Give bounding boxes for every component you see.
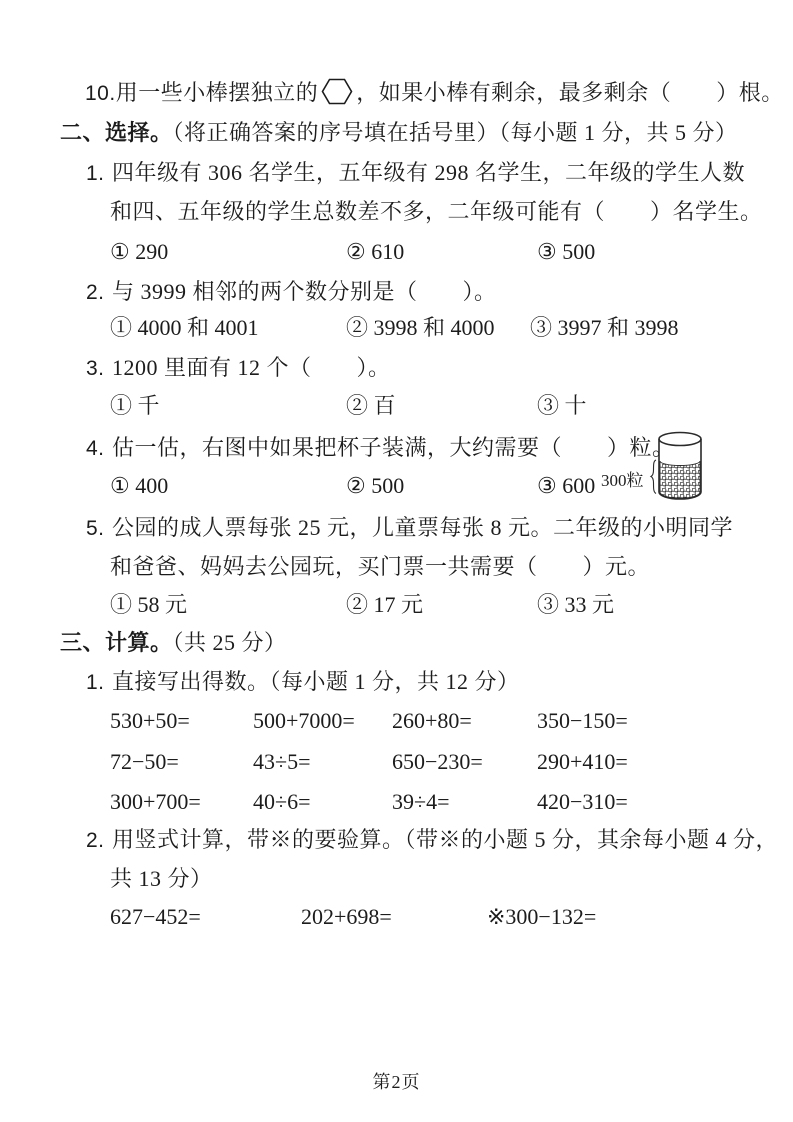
choice-q1-number: 1. — [86, 162, 105, 185]
question-10-text-before: 用一些小棒摆独立的 — [115, 80, 319, 105]
equation: 260+80= — [392, 708, 472, 733]
section-calc-title: 三、计算。 — [60, 630, 173, 655]
equation: 500+7000= — [253, 708, 355, 733]
choice-q1-text: 四年级有 306 名学生，五年级有 298 名学生，二年级的学生人数 — [112, 160, 746, 185]
section-choice-header — [60, 118, 738, 148]
cup-quantity-label: 300粒 — [601, 471, 644, 490]
hexagon-icon — [321, 78, 353, 105]
calc-q2-problems — [0, 902, 793, 932]
calc-row — [0, 787, 793, 817]
calc-row — [0, 747, 793, 777]
equation: 627−452= — [110, 904, 201, 929]
equation: 43÷5= — [253, 749, 311, 774]
option: ③ 500 — [537, 239, 596, 264]
option: ① 400 — [110, 473, 169, 498]
option: ① 290 — [110, 239, 169, 264]
calc-q2-text: 用竖式计算，带※的要验算。（带※的小题 5 分，其余每小题 4 分， — [112, 827, 779, 852]
choice-q5-text: 公园的成人票每张 25 元，儿童票每张 8 元。二年级的小明同学 — [112, 515, 734, 540]
choice-q2-line1 — [86, 277, 497, 308]
option: ② 17 元 — [346, 592, 424, 617]
page-footer: 第2页 — [372, 1072, 421, 1092]
option: ① 4000 和 4001 — [110, 315, 259, 340]
equation: 350−150= — [537, 708, 628, 733]
option: ② 3998 和 4000 — [346, 315, 495, 340]
choice-q1-options — [0, 237, 793, 267]
question-10 — [85, 78, 784, 109]
equation: 650−230= — [392, 749, 483, 774]
equation: 39÷4= — [392, 789, 450, 814]
cup-illustration — [644, 428, 706, 506]
option: ③ 600 — [537, 473, 596, 498]
option: ① 千 — [110, 393, 160, 418]
choice-q4-number: 4. — [86, 437, 105, 460]
option: ② 百 — [346, 393, 396, 418]
equation: 72−50= — [110, 749, 179, 774]
choice-q3-options — [0, 391, 793, 421]
choice-q2-number: 2. — [86, 281, 105, 304]
option: ③ 3997 和 3998 — [530, 315, 679, 340]
choice-q5-line2: 和爸爸、妈妈去公园玩，买门票一共需要（ ）元。 — [110, 554, 651, 579]
equation: 202+698= — [301, 904, 392, 929]
equation: 420−310= — [537, 789, 628, 814]
choice-q1-line1 — [86, 158, 745, 189]
question-10-text-after: ，如果小棒有剩余，最多剩余（ ）根。 — [356, 80, 784, 105]
option: ② 500 — [346, 473, 405, 498]
option: ③ 十 — [537, 393, 587, 418]
equation: 530+50= — [110, 708, 190, 733]
choice-q3-text: 1200 里面有 12 个（ ）。 — [112, 355, 391, 380]
calc-q2-line2: 共 13 分） — [110, 866, 213, 891]
choice-q3-line1 — [86, 353, 391, 384]
choice-q4-line1 — [86, 433, 675, 464]
calc-q2-line1 — [86, 825, 778, 856]
section-choice-title: 二、选择。 — [60, 120, 173, 145]
calc-row — [0, 706, 793, 736]
choice-q2-text: 与 3999 相邻的两个数分别是（ ）。 — [112, 279, 497, 304]
choice-q5-options — [0, 590, 793, 620]
choice-q3-number: 3. — [86, 357, 105, 380]
equation: 300+700= — [110, 789, 201, 814]
option: ② 610 — [346, 239, 405, 264]
calc-q2-number: 2. — [86, 829, 105, 852]
choice-q2-options — [0, 313, 793, 343]
calc-q1-number: 1. — [86, 671, 105, 694]
section-calc-header — [60, 628, 287, 658]
choice-q5-number: 5. — [86, 517, 105, 540]
equation: 290+410= — [537, 749, 628, 774]
option: ① 58 元 — [110, 592, 188, 617]
option: ③ 33 元 — [537, 592, 615, 617]
choice-q4-text: 估一估，右图中如果把杯子装满，大约需要（ ）粒。 — [112, 435, 675, 460]
calc-q1-text: 直接写出得数。（每小题 1 分，共 12 分） — [112, 669, 520, 694]
choice-q1-line2: 和四、五年级的学生总数差不多，二年级可能有（ ）名学生。 — [110, 199, 763, 224]
calc-q1-header — [86, 667, 520, 698]
equation: ※300−132= — [487, 904, 597, 929]
choice-q5-line1 — [86, 513, 733, 544]
equation: 40÷6= — [253, 789, 311, 814]
question-10-number: 10. — [85, 82, 116, 105]
section-choice-note: （将正确答案的序号填在括号里）（每小题 1 分，共 5 分） — [172, 120, 738, 145]
section-calc-note: （共 25 分） — [172, 630, 287, 655]
